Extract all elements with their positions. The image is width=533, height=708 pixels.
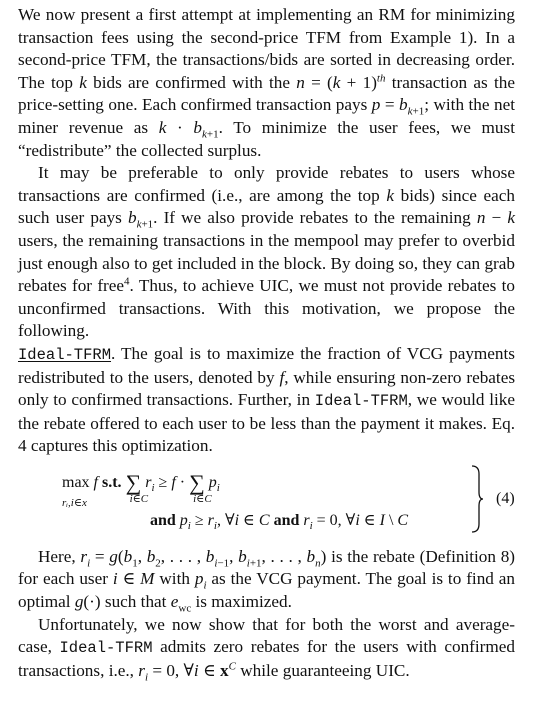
ideal-tfrm-term: Ideal-TFRM [18,345,112,364]
equation-constraints: and $p_i \ge r_i$, ∀i ∈ C and $r_i = 0$, ∀i ∈ I \ C [150,511,409,533]
equation-objective: max rᵢ,i∈x f s.t. ∑ i∈C $r_i \ge f$ · ∑ i∈C $p_i$ [62,469,220,509]
paragraph-4: Here, $r_i = g(b_1$, $b_2$, . . . , $b_{i-1}$, $b_{i+1}$, . . . , $b_n$) is the rebate (Definition 8) for each user i ∈ M with $p_i$ as the VCG payment. The goal is to find an optimal g(·) such that $e_{wc}$ is maximized. [18,546,516,615]
paragraph-5: Unfortunately, we now show that for both the worst and average-case, Ideal-TFRM admits zero rebates for the users with confirmed transactions, i.e., $r_i = 0$, ∀i ∈ $x^C$ while guaranteeing UIC. [18,614,515,684]
paragraph-2: It may be preferable to only provide rebates to users whose transactions are confirmed (i.e., are among the top k bids) since each such user pays $b_{k+1}$. If we also provide rebates to the remaining n − k users, the remaining transactions in the mempool may prefer to overbid just enough also to get included in the block. By doing so, they can grab rebates for free$^4$. Thus, to achieve UIC, we must not provide rebates to unconfirmed transactions. With this motivation, we propose the following. [18,163,515,341]
paragraph-1: We now present a first attempt at implementing an RM for minimizing transaction fees using the second-price TFM from Example 1). In a second-price TFM, the transactions/bids are sorted in decreasing order. The top k bids are confirmed with the $n = (k + 1)^{th}$ transaction as the price-setting one. Each confirmed transaction pays $p = b_{k+1}$; with the net miner revenue as $k \cdot b_{k+1}$. To minimize the user fees, we must “redistribute” the collected surplus. [18,5,515,160]
equation-number: (4) [496,489,515,507]
right-brace [470,464,484,534]
paragraph-3: Ideal-TFRM. The goal is to maximize the fraction of VCG payments redistributed to the users, denoted by f, while ensuring non-zero rebates only to confirmed transactions. Further, in Ideal-TFRM, we would like the rebate offered to each user to be less than the payment it makes. Eq. 4 captures this optimization. [18,343,516,456]
equation-4 [18,466,515,540]
ideal-tfrm-term-2: Ideal-TFRM [59,639,153,658]
footnote-marker: 4 [124,275,130,288]
